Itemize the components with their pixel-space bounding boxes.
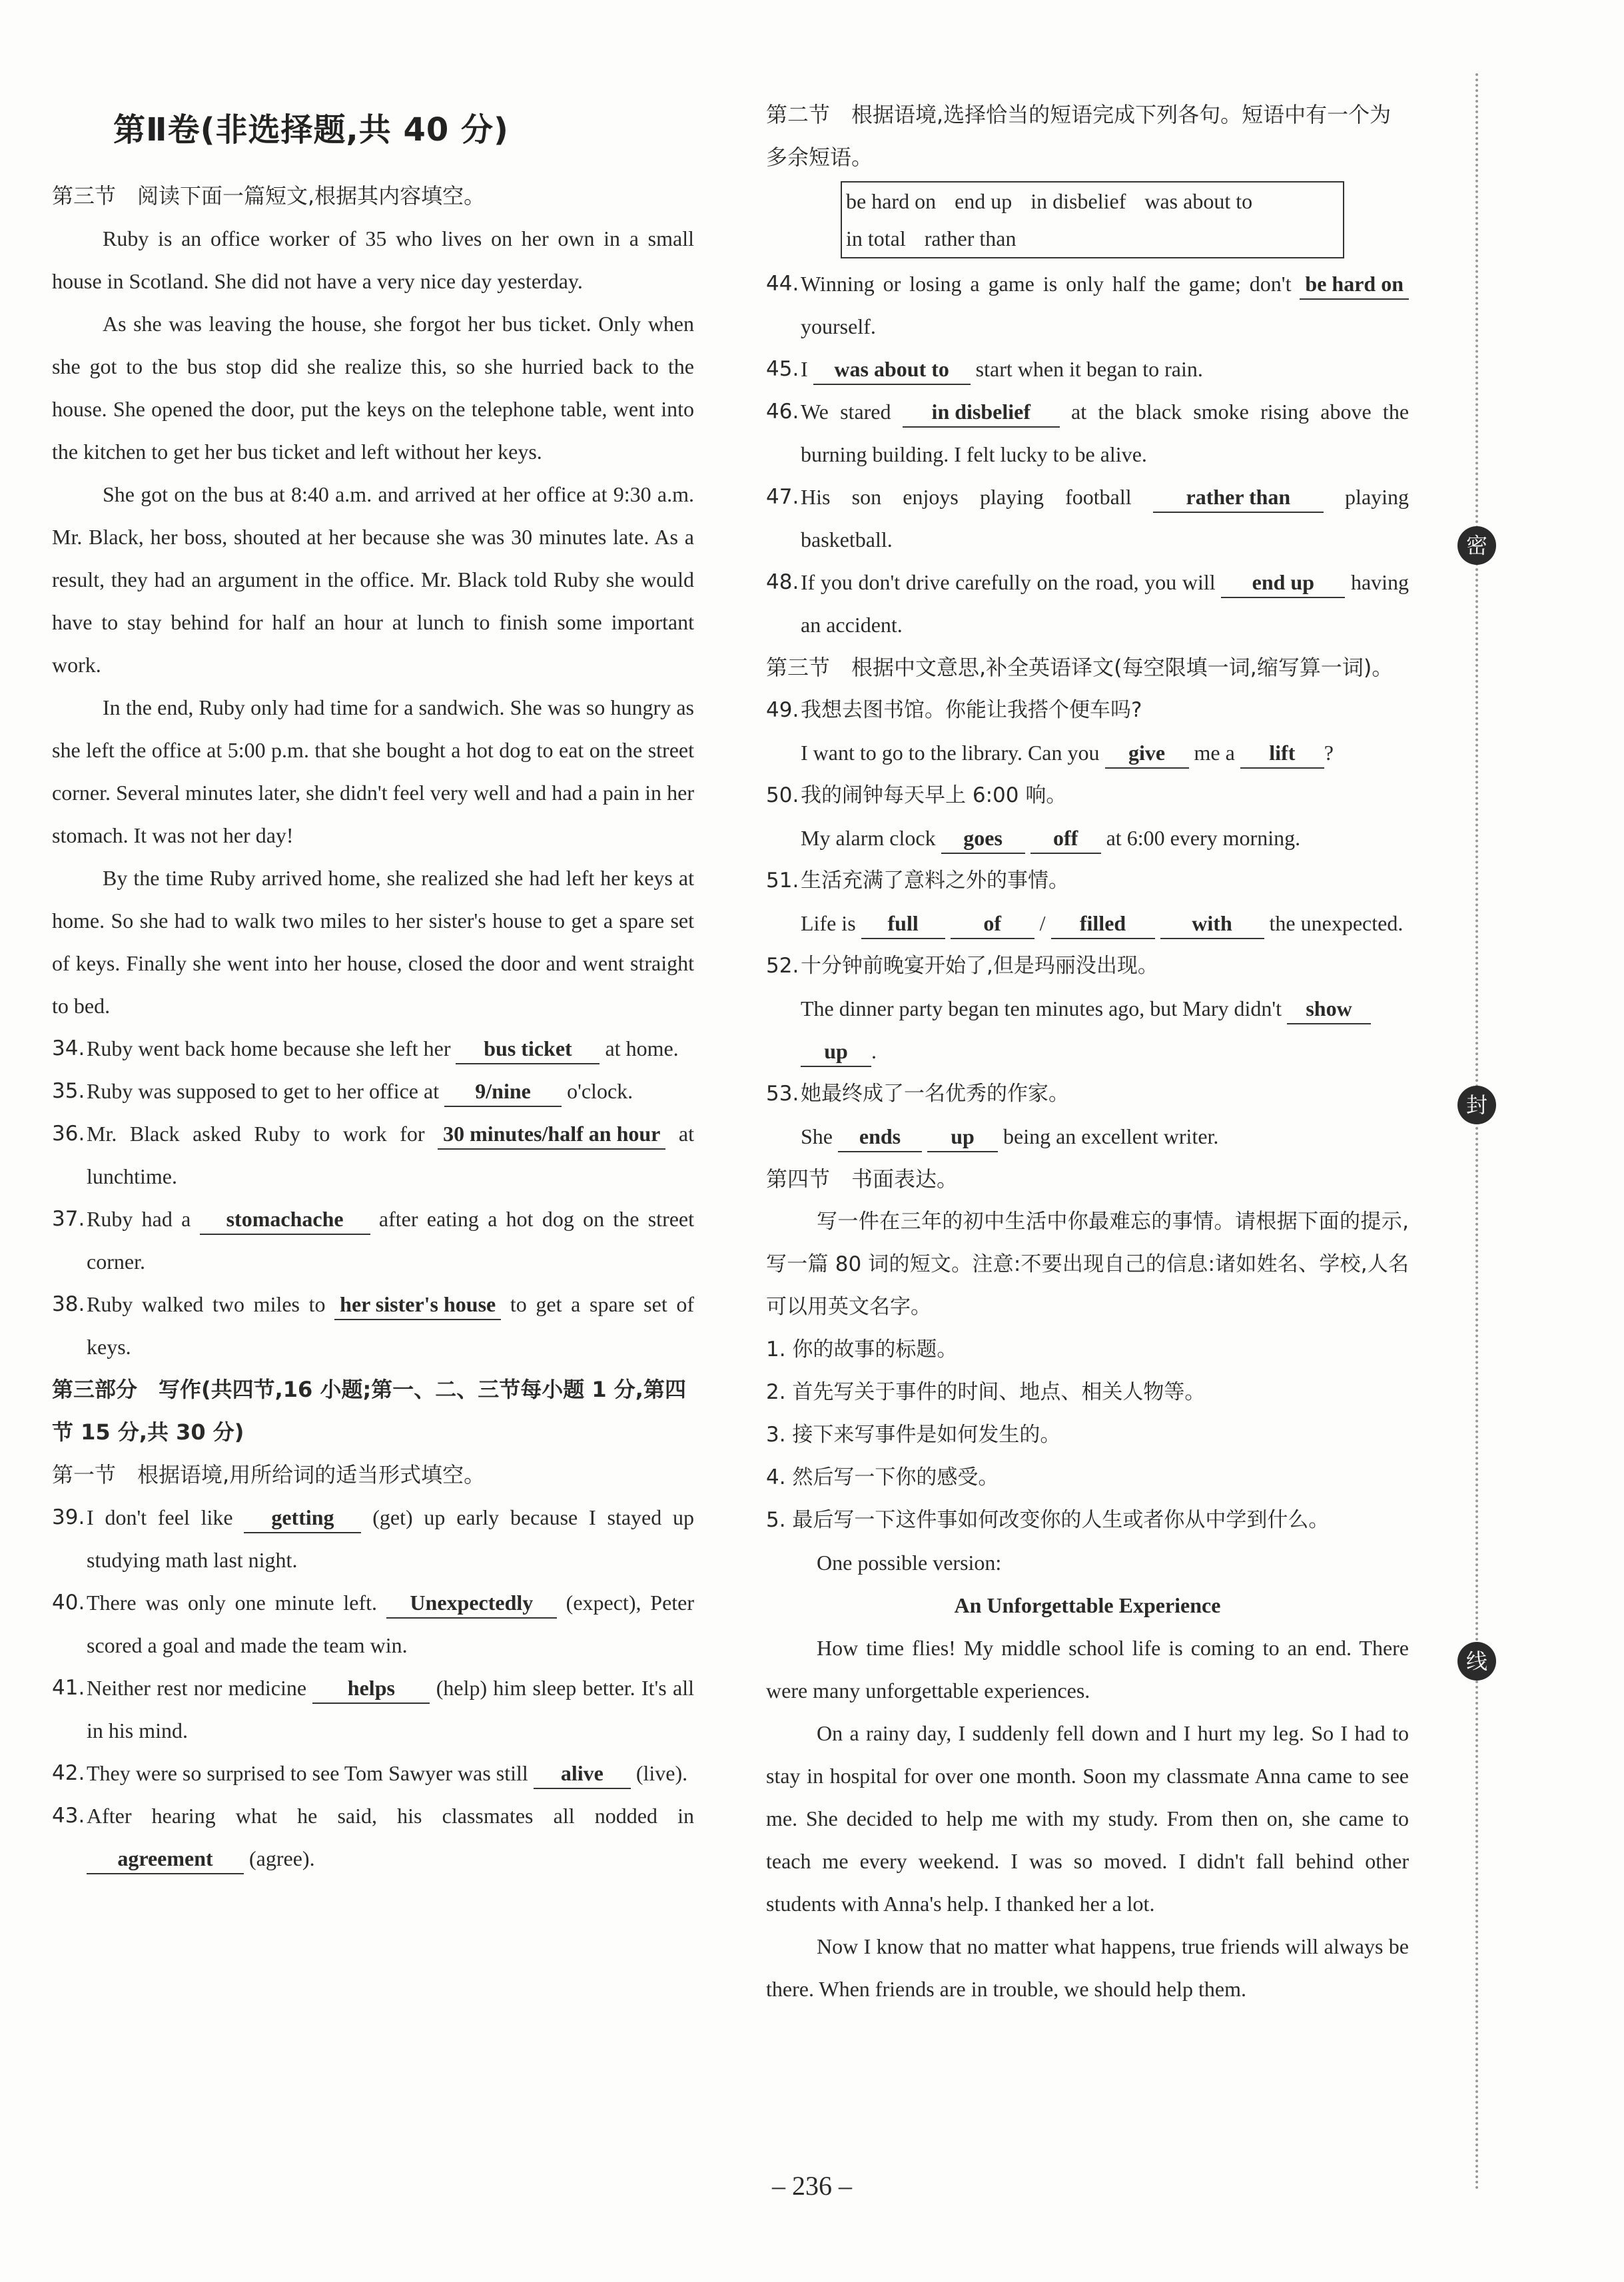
answer-blank[interactable]: bus ticket <box>456 1034 600 1064</box>
question-38: 38. Ruby walked two miles to her sister's house to get a spare set of keys. <box>52 1283 694 1368</box>
phrase-box <box>841 181 1344 258</box>
section2-heading: 第二节 根据语境,选择恰当的短语完成下列各句。短语中有一个为多余短语。 <box>766 102 1392 170</box>
phrase-option: in total <box>846 226 906 250</box>
question-35: 35. Ruby was supposed to get to her office at 9/nine o'clock. <box>52 1070 694 1112</box>
answer-blank[interactable]: full <box>861 909 945 939</box>
right-column <box>766 93 1409 2010</box>
question-52: 52. 十分钟前晚宴开始了,但是玛丽没出现。 The dinner party began ten minutes ago, but Mary didn't show up . <box>766 945 1409 1072</box>
answer-blank[interactable]: agreement <box>87 1844 244 1874</box>
chinese-prompt: 生活充满了意料之外的事情。 <box>801 869 1069 893</box>
reading-section-heading: 第三节 阅读下面一篇短文,根据其内容填空。 <box>52 183 486 208</box>
essay-paragraph: How time flies! My middle school life is coming to an end. There were many unforgettable experiences. <box>766 1636 1409 1703</box>
possible-version-label: One possible version: <box>817 1551 1002 1575</box>
hint-item: 2. 首先写关于事件的时间、地点、相关人物等。 <box>766 1380 1206 1404</box>
hint-item: 1. 你的故事的标题。 <box>766 1337 958 1361</box>
answer-blank[interactable]: off <box>1030 823 1101 854</box>
answer-blank[interactable]: her sister's house <box>334 1290 501 1320</box>
answer-blank[interactable]: up <box>801 1036 871 1067</box>
passage-paragraph: In the end, Ruby only had time for a sandwich. She was so hungry as she left the office at 5:00 p.m. that she bought a hot dog to eat on the street corner. Several minutes later, she didn't feel very well and had a pain in her stomach. It was not her day! <box>52 695 694 847</box>
hint-item: 5. 最后写一下这件事如何改变你的人生或者你从中学到什么。 <box>766 1508 1330 1532</box>
question-45: 45. I was about to start when it began to rain. <box>766 348 1409 390</box>
answer-blank[interactable]: ends <box>838 1122 922 1152</box>
question-48: 48. If you don't drive carefully on the road, you will end up having an accident. <box>766 561 1409 646</box>
answer-blank[interactable]: in disbelief <box>903 397 1060 428</box>
writing-part-heading: 第三部分 写作(共四节,16 小题;第一、二、三节每小题 1 分,第四节 15 分,共 30 分) <box>52 1377 686 1445</box>
phrase-option: in disbelief <box>1030 189 1126 213</box>
question-51: 51. 生活充满了意料之外的事情。 Life is full of / filled with the unexpected. <box>766 859 1409 945</box>
question-46: 46. We stared in disbelief at the black smoke rising above the burning building. I felt lucky to be alive. <box>766 390 1409 476</box>
essay-title: An Unforgettable Experience <box>954 1593 1221 1617</box>
question-44: 44. Winning or losing a game is only half the game; don't be hard on yourself. <box>766 262 1409 348</box>
passage-paragraph: By the time Ruby arrived home, she realized she had left her keys at home. So she had to walk two miles to her sister's house to get a spare set of keys. Finally she went into her house, closed the door and went straight to bed. <box>52 866 694 1018</box>
chinese-prompt: 我想去图书馆。你能让我搭个便车吗? <box>801 698 1142 722</box>
answer-blank[interactable]: with <box>1160 909 1264 939</box>
answer-blank[interactable]: give <box>1105 738 1189 769</box>
essay-paragraph: Now I know that no matter what happens, true friends will always be there. When friends are in trouble, we should help them. <box>766 1934 1409 2001</box>
binding-line <box>1475 73 1478 2191</box>
section1-heading: 第一节 根据语境,用所给词的适当形式填空。 <box>52 1462 486 1487</box>
question-43: 43. After hearing what he said, his classmates all nodded in agreement (agree). <box>52 1794 694 1880</box>
writing-task: 写一件在三年的初中生活中你最难忘的事情。请根据下面的提示,写一篇 80 词的短文。注意:不要出现自己的信息:诸如姓名、学校,人名可以用英文名字。 <box>766 1210 1409 1319</box>
question-39: 39. I don't feel like getting (get) up early because I stayed up studying math last night. <box>52 1496 694 1581</box>
passage-paragraph: She got on the bus at 8:40 a.m. and arrived at her office at 9:30 a.m. Mr. Black, her boss, shouted at her because she was 30 minutes late. As a result, they had an argument in the office. Mr. Black told Ruby she would have to stay behind for half an hour at lunch to finish some important work. <box>52 482 694 677</box>
essay-paragraph: On a rainy day, I suddenly fell down and I hurt my leg. So I had to stay in hospital for over one month. Soon my classmate Anna came to see me. She decided to help me with my study. From then on, she came to teach me every weekend. I was so moved. I didn't fall behind other students with Anna's help. I thanked her a lot. <box>766 1721 1409 1916</box>
seal-mark: 线 <box>1457 1642 1496 1681</box>
phrase-option: be hard on <box>846 189 937 213</box>
left-column <box>52 175 694 1880</box>
answer-blank[interactable]: stomachache <box>200 1204 370 1235</box>
hint-item: 3. 接下来写事件是如何发生的。 <box>766 1423 1061 1447</box>
answer-blank[interactable]: goes <box>941 823 1025 854</box>
hint-item: 4. 然后写一下你的感受。 <box>766 1465 999 1489</box>
answer-blank[interactable]: filled <box>1051 909 1155 939</box>
phrase-option: rather than <box>924 226 1016 250</box>
answer-blank[interactable]: Unexpectedly <box>386 1588 557 1619</box>
section4-heading: 第四节 书面表达。 <box>766 1166 959 1192</box>
answer-blank[interactable]: of <box>951 909 1034 939</box>
chinese-prompt: 十分钟前晚宴开始了,但是玛丽没出现。 <box>801 954 1158 978</box>
answer-blank[interactable]: end up <box>1221 568 1345 598</box>
seal-mark: 密 <box>1457 526 1496 565</box>
answer-blank[interactable]: helps <box>312 1673 430 1704</box>
answer-blank[interactable]: show <box>1287 994 1371 1024</box>
question-34: 34. Ruby went back home because she left her bus ticket at home. <box>52 1027 694 1070</box>
answer-blank[interactable]: up <box>927 1122 998 1152</box>
chinese-prompt: 她最终成了一名优秀的作家。 <box>801 1082 1069 1106</box>
section3-heading: 第三节 根据中文意思,补全英语译文(每空限填一词,缩写算一词)。 <box>766 655 1394 680</box>
answer-blank[interactable]: getting <box>244 1503 361 1533</box>
passage-paragraph: Ruby is an office worker of 35 who lives on her own in a small house in Scotland. She did not have a very nice day yesterday. <box>52 226 694 293</box>
phrase-option: was about to <box>1144 189 1253 213</box>
answer-blank[interactable]: 9/nine <box>444 1076 562 1107</box>
paper-section-title: 第Ⅱ卷(非选择题,共 40 分) <box>113 111 509 149</box>
answer-blank[interactable]: alive <box>534 1758 631 1789</box>
passage-paragraph: As she was leaving the house, she forgot her bus ticket. Only when she got to the bus stop did she realize this, so she hurried back to the house. She opened the door, put the keys on the telephone table, went into the kitchen to get her bus ticket and left without her keys. <box>52 312 694 464</box>
question-50: 50. 我的闹钟每天早上 6:00 响。 My alarm clock goes off at 6:00 every morning. <box>766 774 1409 859</box>
question-47: 47. His son enjoys playing football rather than playing basketball. <box>766 476 1409 561</box>
question-41: 41. Neither rest nor medicine helps (help) him sleep better. It's all in his mind. <box>52 1667 694 1752</box>
page-number: – 236 – <box>772 2171 852 2201</box>
question-36: 36. Mr. Black asked Ruby to work for 30 minutes/half an hour at lunchtime. <box>52 1112 694 1198</box>
question-49: 49. 我想去图书馆。你能让我搭个便车吗? I want to go to the library. Can you give me a lift ? <box>766 689 1409 774</box>
question-37: 37. Ruby had a stomachache after eating a hot dog on the street corner. <box>52 1198 694 1283</box>
answer-blank[interactable]: 30 minutes/half an hour <box>438 1119 665 1150</box>
answer-blank[interactable]: was about to <box>813 354 971 385</box>
question-40: 40. There was only one minute left. Unexpectedly (expect), Peter scored a goal and made the team win. <box>52 1581 694 1667</box>
phrase-option: end up <box>955 189 1013 213</box>
answer-blank[interactable]: rather than <box>1153 482 1324 513</box>
question-53: 53. 她最终成了一名优秀的作家。 She ends up being an excellent writer. <box>766 1072 1409 1158</box>
question-42: 42. They were so surprised to see Tom Sawyer was still alive (live). <box>52 1752 694 1794</box>
seal-mark: 封 <box>1457 1086 1496 1124</box>
answer-blank[interactable]: be hard on <box>1300 269 1409 300</box>
answer-blank[interactable]: lift <box>1240 738 1324 769</box>
chinese-prompt: 我的闹钟每天早上 6:00 响。 <box>801 783 1067 807</box>
